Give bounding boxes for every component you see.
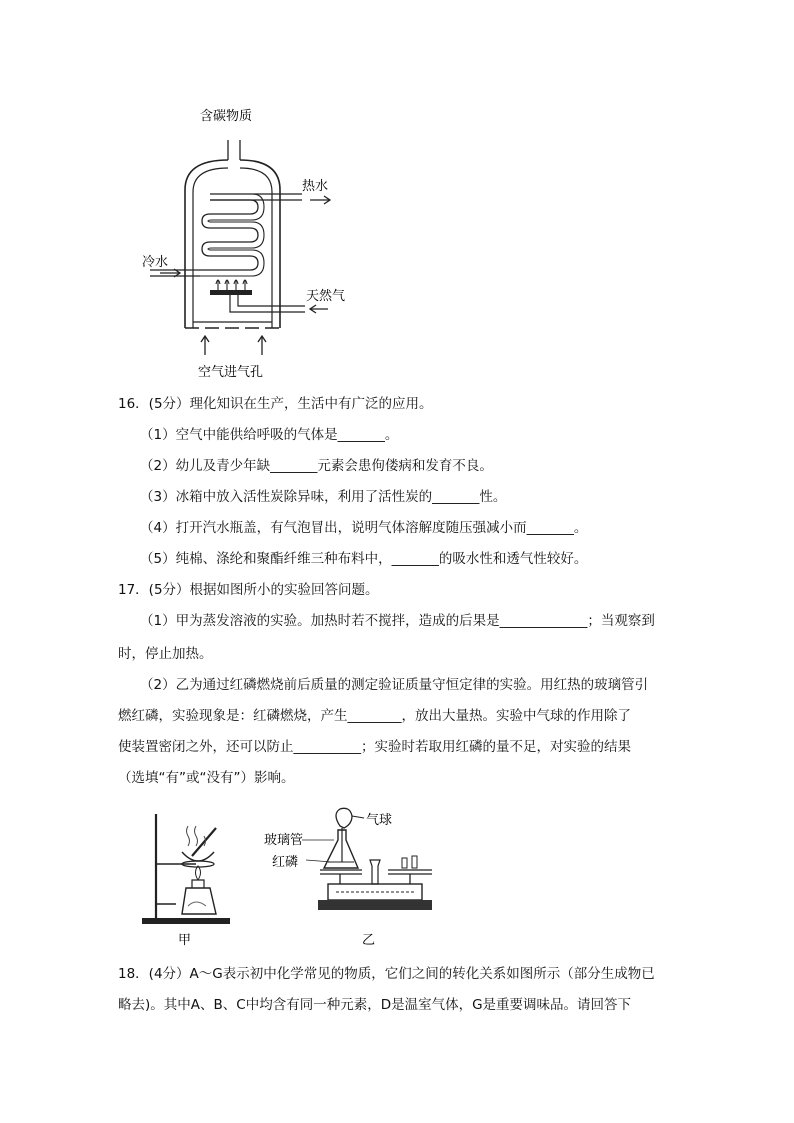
q17-line-1: （1）甲为蒸发溶液的实验。加热时若不搅拌，造成的后果是_____________；当观察到	[140, 613, 655, 629]
coil-pipe	[200, 200, 258, 270]
q17-line-2: 时，停止加热。	[118, 646, 213, 662]
alcohol-lamp	[182, 888, 216, 914]
q18-line-2: 略去)。其中A、B、C中均含有同一种元素，D是温室气体，G是重要调味品。请回答下	[118, 997, 632, 1013]
cold-water-label: 冷水	[142, 255, 169, 270]
q16-item-3: （3）冰箱中放入活性炭除异味，利用了活性炭的_______性。	[140, 489, 507, 505]
natural-gas-label: 天然气	[306, 289, 346, 304]
figure-jia-label: 甲	[178, 933, 192, 948]
q18-line-1: 18．(4分）A～G表示初中化学常见的物质，它们之间的转化关系如图所示（部分生成物已	[118, 966, 655, 982]
q17-line-5: 使装置密闭之外，还可以防止__________；实验时若取用红磷的量不足，对实验的结果	[118, 739, 631, 755]
evaporating-dish	[182, 852, 214, 861]
q16-stem: 16．(5分）理化知识在生产，生活中有广泛的应用。	[118, 396, 433, 412]
hot-water-arrow	[310, 196, 330, 204]
q16-item-4: （4）打开汽水瓶盖，有气泡冒出，说明气体溶解度随压强减小而_______。	[140, 520, 588, 536]
q17-line-3: （2）乙为通过红磷燃烧前后质量的测定验证质量守恒定律的实验。用红热的玻璃管引	[140, 677, 649, 693]
glass-tube-label: 玻璃管	[264, 833, 304, 848]
balance-figure	[262, 806, 448, 956]
glass-rod	[192, 828, 216, 856]
q17-line-6: （选填“有”或“没有”）影响。	[118, 770, 295, 786]
water-heater-figure	[130, 100, 370, 390]
q17-stem: 17．(5分）根据如图所小的实验回答问题。	[118, 582, 379, 598]
heater-vessel	[185, 160, 280, 328]
hot-water-label: 热水	[302, 179, 329, 194]
air-inlet-label: 空气进气孔	[198, 365, 264, 380]
balloon-label: 气球	[366, 813, 393, 828]
red-phosphorus-label: 红磷	[272, 855, 299, 870]
q16-item-2: （2）幼儿及青少年缺_______元素会患佝偻病和发育不良。	[140, 458, 493, 474]
air-arrows	[201, 336, 266, 355]
q16-item-1: （1）空气中能供给呼吸的气体是_______。	[140, 427, 399, 443]
gas-arrow	[310, 305, 328, 313]
figure-yi-label: 乙	[362, 933, 376, 948]
q16-item-5: （5）纯棉、涤纶和聚酯纤维三种布料中，_______的吸水性和透气性较好。	[140, 551, 588, 567]
q17-line-4: 燃红磷，实验现象是：红磷燃烧，产生________，放出大量热。实验中气球的作用除了	[118, 708, 631, 724]
evaporation-figure	[136, 806, 246, 956]
carbon-substance-label: 含碳物质	[200, 109, 253, 124]
burner	[210, 290, 252, 295]
